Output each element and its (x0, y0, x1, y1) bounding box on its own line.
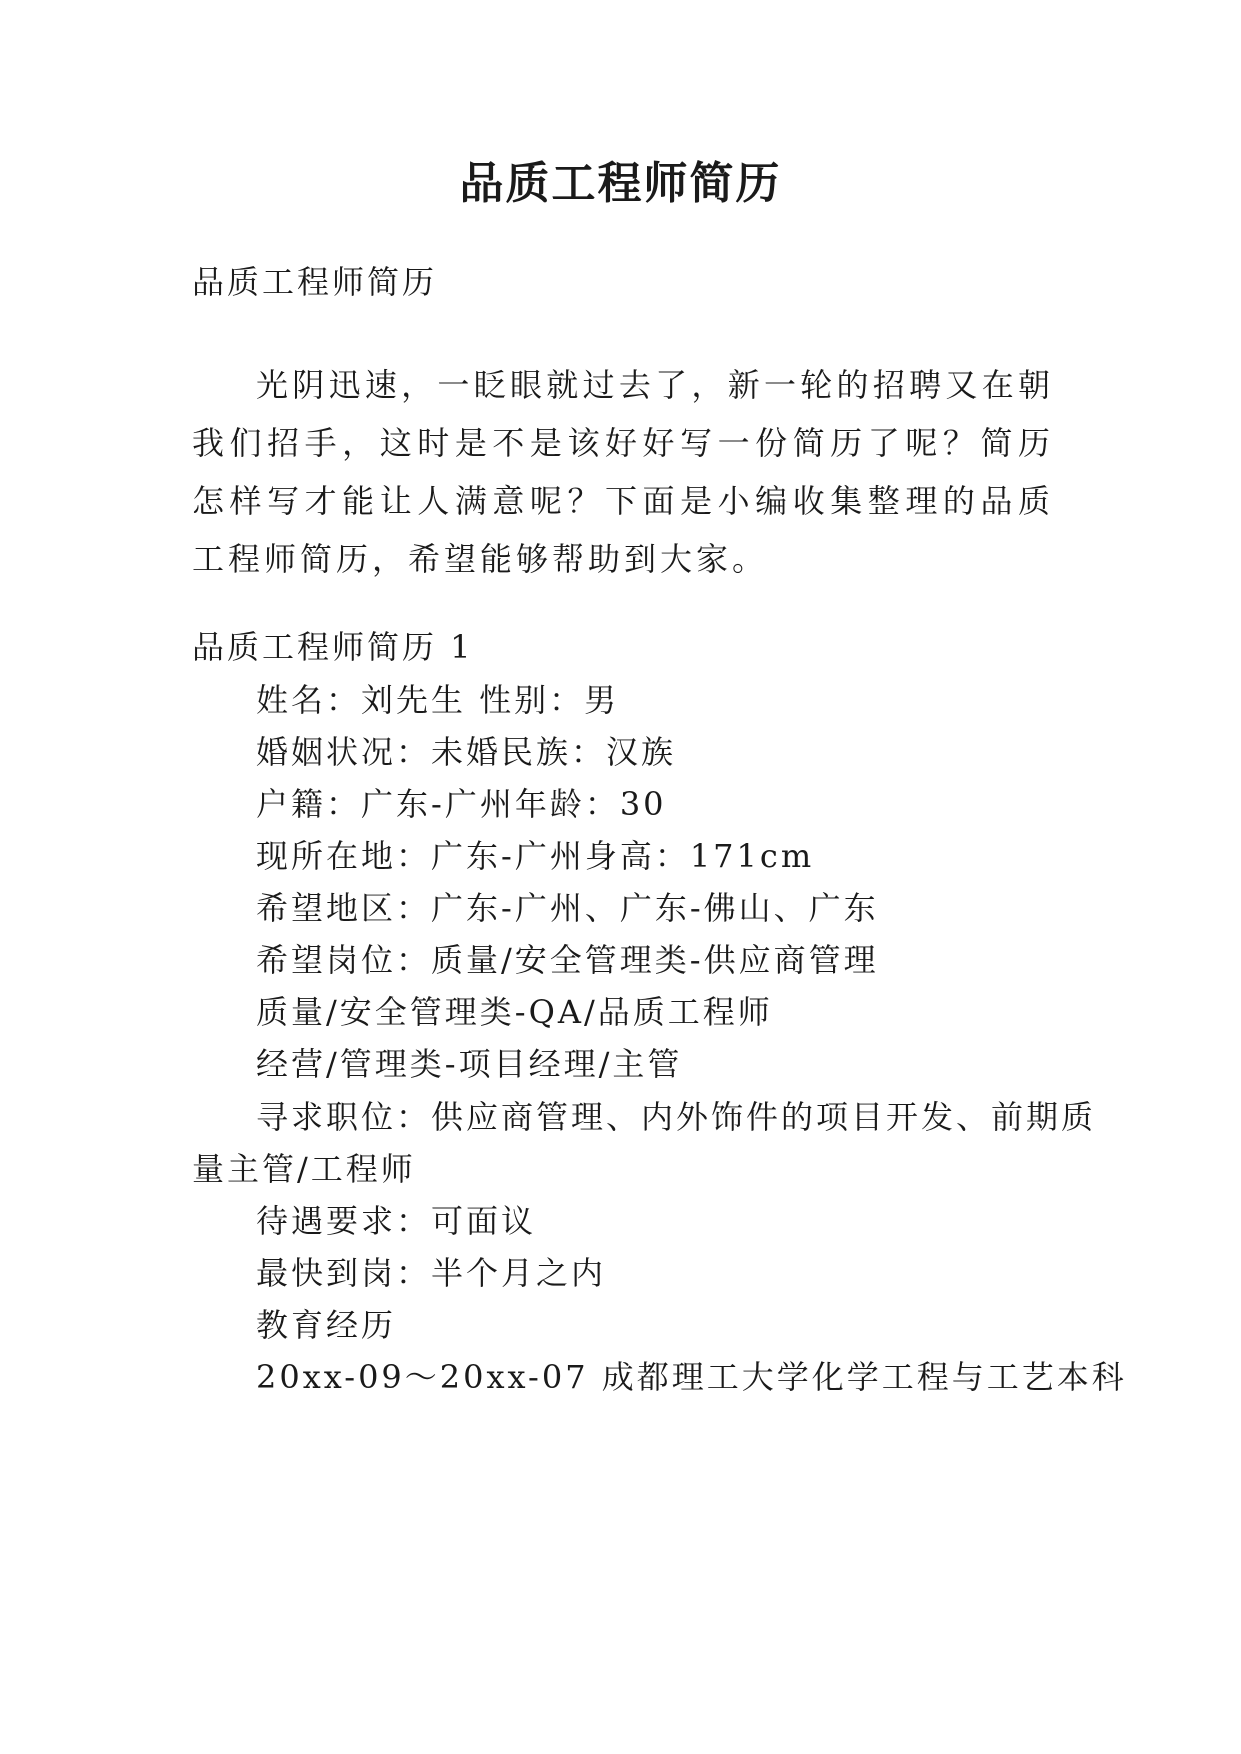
marital-ethnicity-line: 婚姻状况：未婚民族：汉族 (256, 733, 677, 771)
education-heading: 教育经历 (256, 1306, 397, 1344)
position-pm-line: 经营/管理类-项目经理/主管 (256, 1045, 683, 1083)
household-age-line: 户籍：广东-广州年龄：30 (256, 785, 667, 823)
desired-position-line: 希望岗位：质量/安全管理类-供应商管理 (256, 941, 879, 979)
intro-paragraph: 光阴迅速，一眨眼就过去了，新一轮的招聘又在朝我们招手，这时是不是该好好写一份简历了呢？简历怎样写才能让人满意呢？下面是小编收集整理的品质工程师简历，希望能够帮助到大家。 (192, 366, 1054, 578)
job-sought-continued-line: 量主管/工程师 (192, 1150, 416, 1188)
section-heading: 品质工程师简历 1 (192, 628, 474, 666)
position-qa-line: 质量/安全管理类-QA/品质工程师 (256, 993, 773, 1031)
salary-line: 待遇要求：可面议 (256, 1202, 537, 1240)
desired-region-line: 希望地区：广东-广州、广东-佛山、广东 (256, 889, 879, 927)
availability-line: 最快到岗：半个月之内 (256, 1254, 607, 1292)
job-sought-line: 寻求职位：供应商管理、内外饰件的项目开发、前期质 (256, 1098, 1097, 1136)
document-subtitle: 品质工程师简历 (192, 263, 438, 301)
document-title: 品质工程师简历 (459, 158, 782, 209)
name-gender-line: 姓名：刘先生 性别：男 (256, 681, 620, 719)
location-height-line: 现所在地：广东-广州身高：171cm (256, 837, 815, 875)
education-entry: 20xx-09～20xx-07 成都理工大学化学工程与工艺本科 (256, 1358, 1127, 1396)
